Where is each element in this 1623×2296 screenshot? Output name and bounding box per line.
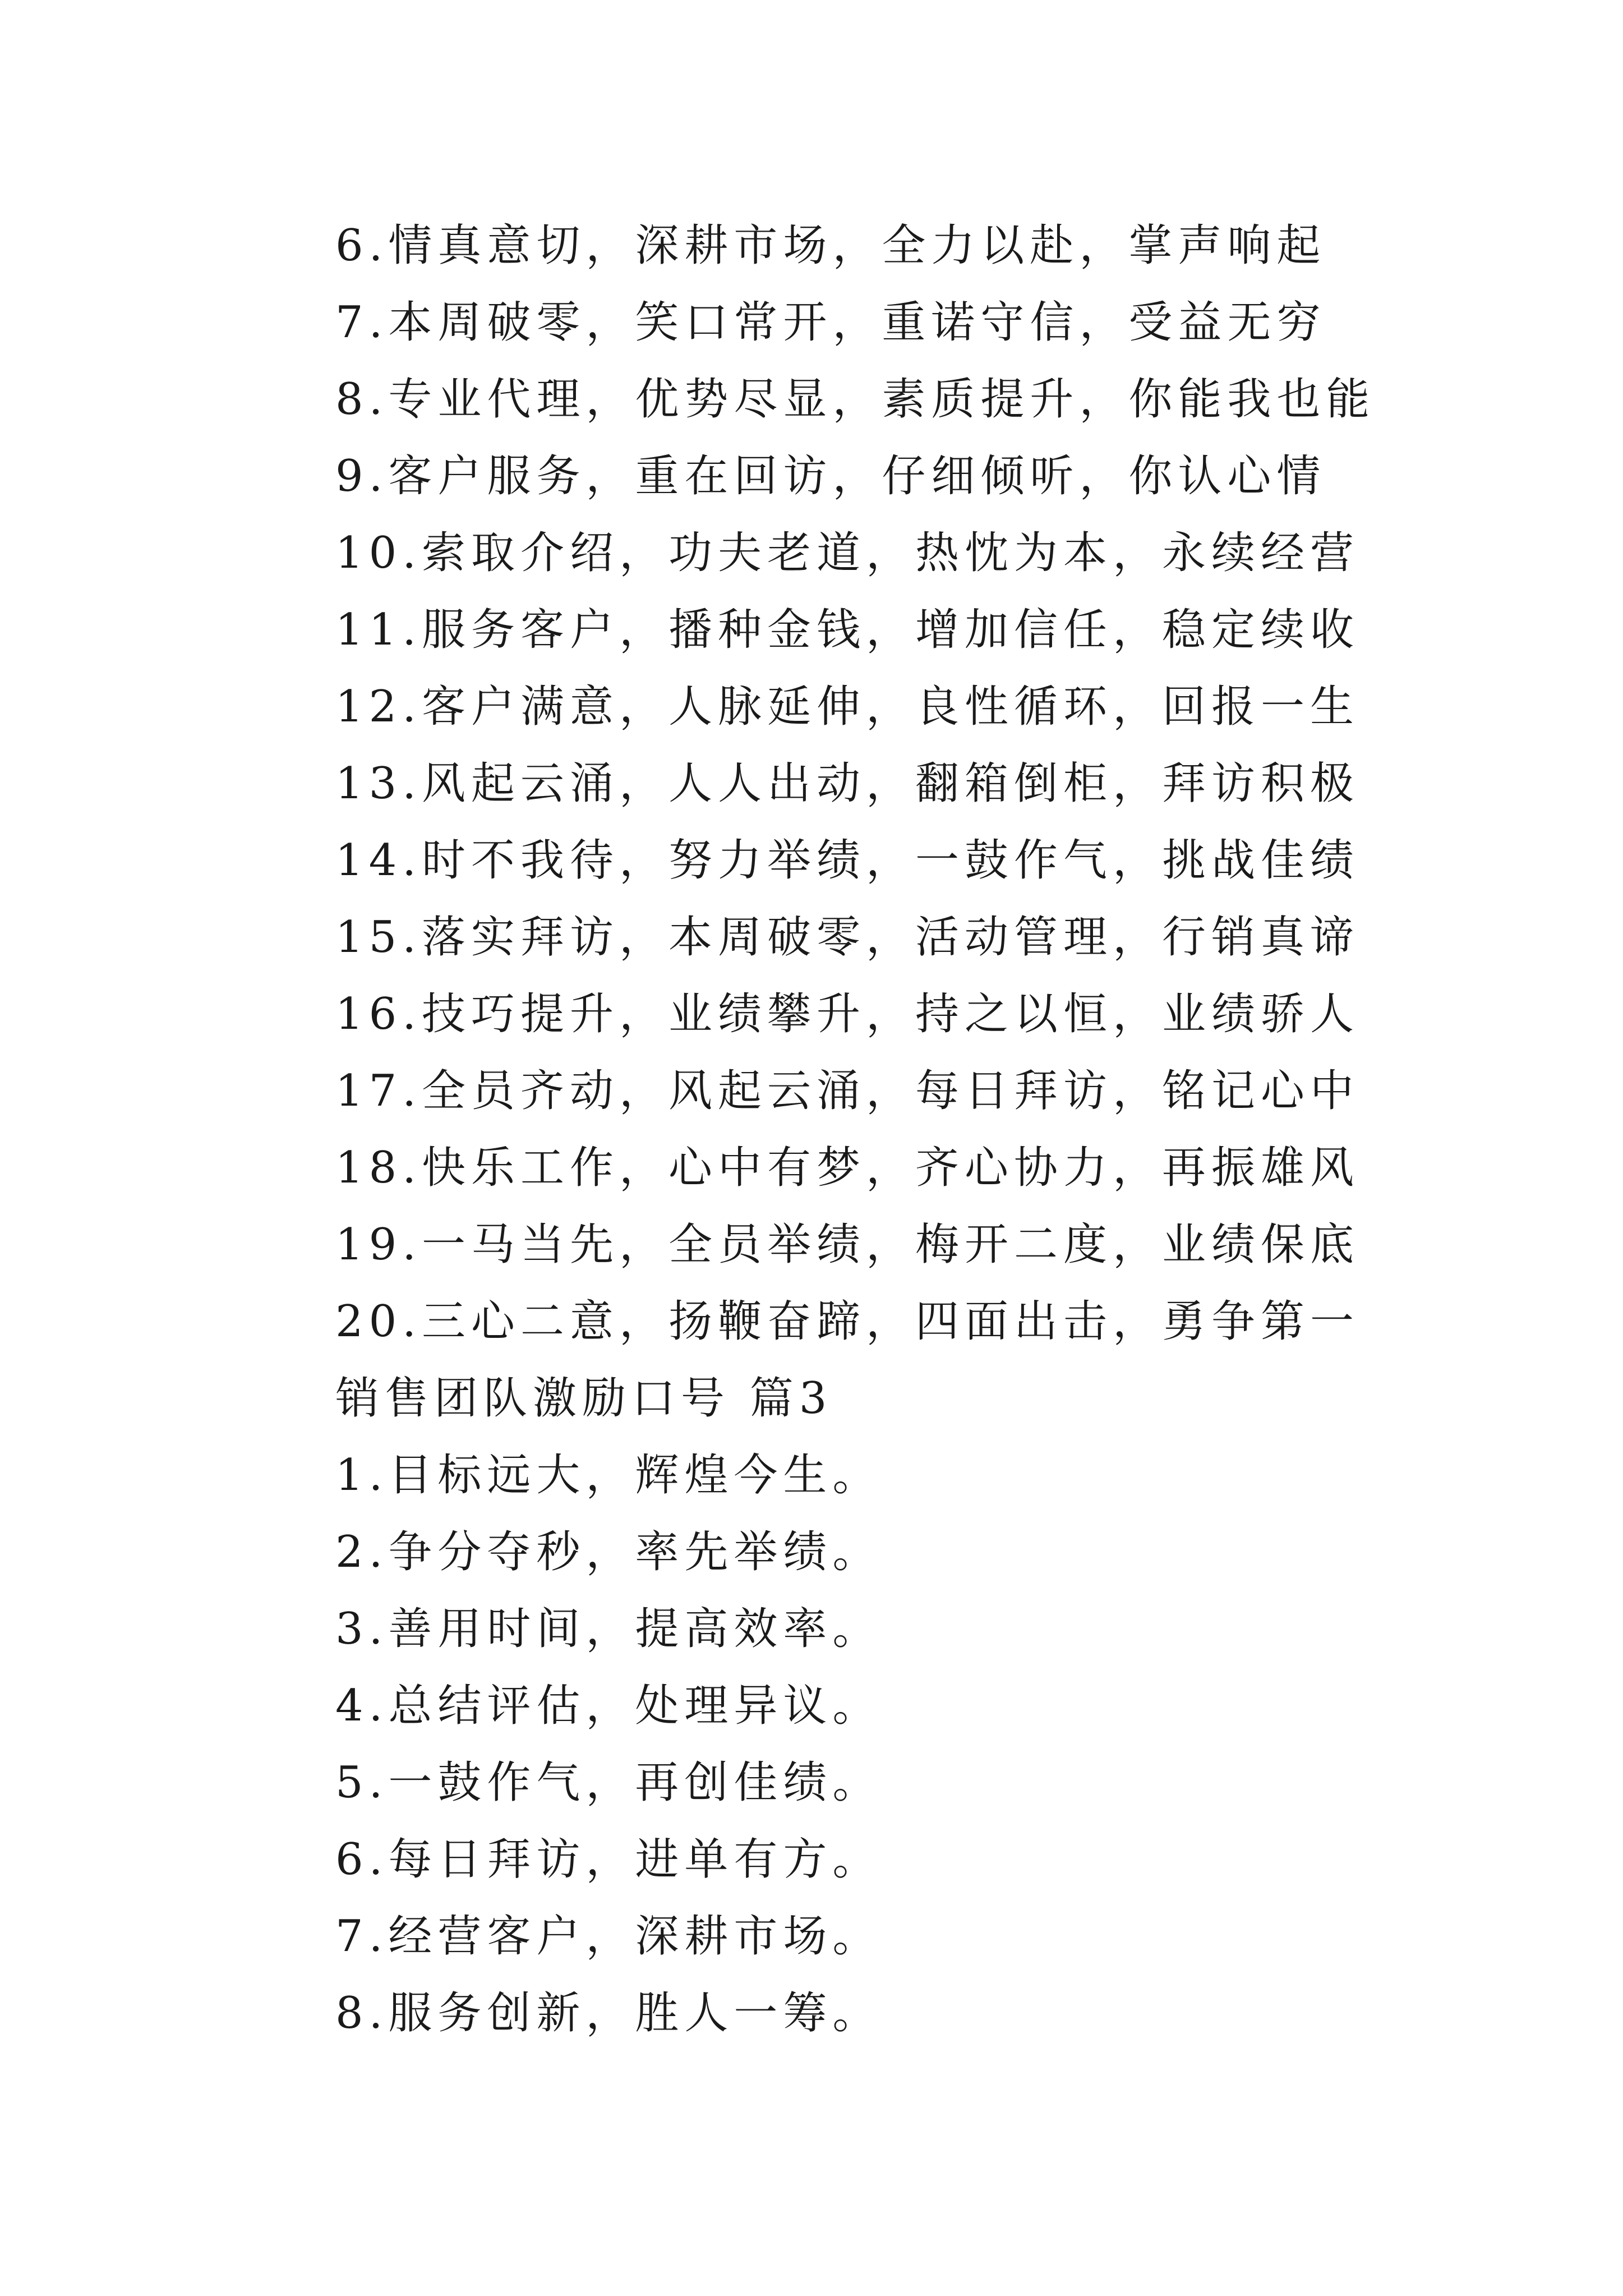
document-body [335,208,1457,2052]
list-item: 3.善用时间，提高效率。 [335,1604,882,1654]
list-item: 18.快乐工作，心中有梦，齐心协力，再振雄风 [335,1143,1360,1193]
list-item: 2.争分夺秒，率先举绩。 [335,1527,882,1577]
list-item: 11.服务客户，播种金钱，增加信任，稳定续收 [335,605,1360,655]
list-item: 13.风起云涌，人人出动，翻箱倒柜，拜访积极 [335,758,1360,809]
list-item: 7.经营客户，深耕市场。 [335,1911,882,1962]
list-item: 1.目标远大，辉煌今生。 [335,1450,882,1501]
list-item: 10.索取介绍，功夫老道，热忱为本，永续经营 [335,528,1360,578]
list-item: 8.专业代理，优势尽显，素质提升，你能我也能 [335,374,1376,425]
list-item: 14.时不我待，努力举绩，一鼓作气，挑战佳绩 [335,835,1360,886]
list-item: 6.情真意切，深耕市场，全力以赴，掌声响起 [335,220,1326,271]
list-item: 7.本周破零，笑口常开，重诺守信，受益无穷 [335,297,1326,348]
list-item: 4.总结评估，处理异议。 [335,1681,882,1731]
list-item: 5.一鼓作气，再创佳绩。 [335,1757,882,1808]
list-item: 8.服务创新，胜人一筹。 [335,1988,882,2039]
list-item: 20.三心二意，扬鞭奋蹄，四面出击，勇争第一 [335,1296,1360,1347]
section-heading: 销售团队激励口号 篇3 [335,1373,833,1424]
list-item: 12.客户满意，人脉延伸，良性循环，回报一生 [335,682,1360,732]
list-item: 19.一马当先，全员举绩，梅开二度，业绩保底 [335,1220,1360,1270]
list-item: 15.落实拜访，本周破零，活动管理，行销真谛 [335,912,1360,963]
list-item: 6.每日拜访，进单有方。 [335,1834,882,1885]
list-item: 17.全员齐动，风起云涌，每日拜访，铭记心中 [335,1066,1360,1116]
list-item: 16.技巧提升，业绩攀升，持之以恒，业绩骄人 [335,989,1360,1039]
list-item: 9.客户服务，重在回访，仔细倾听，你认心情 [335,451,1326,501]
